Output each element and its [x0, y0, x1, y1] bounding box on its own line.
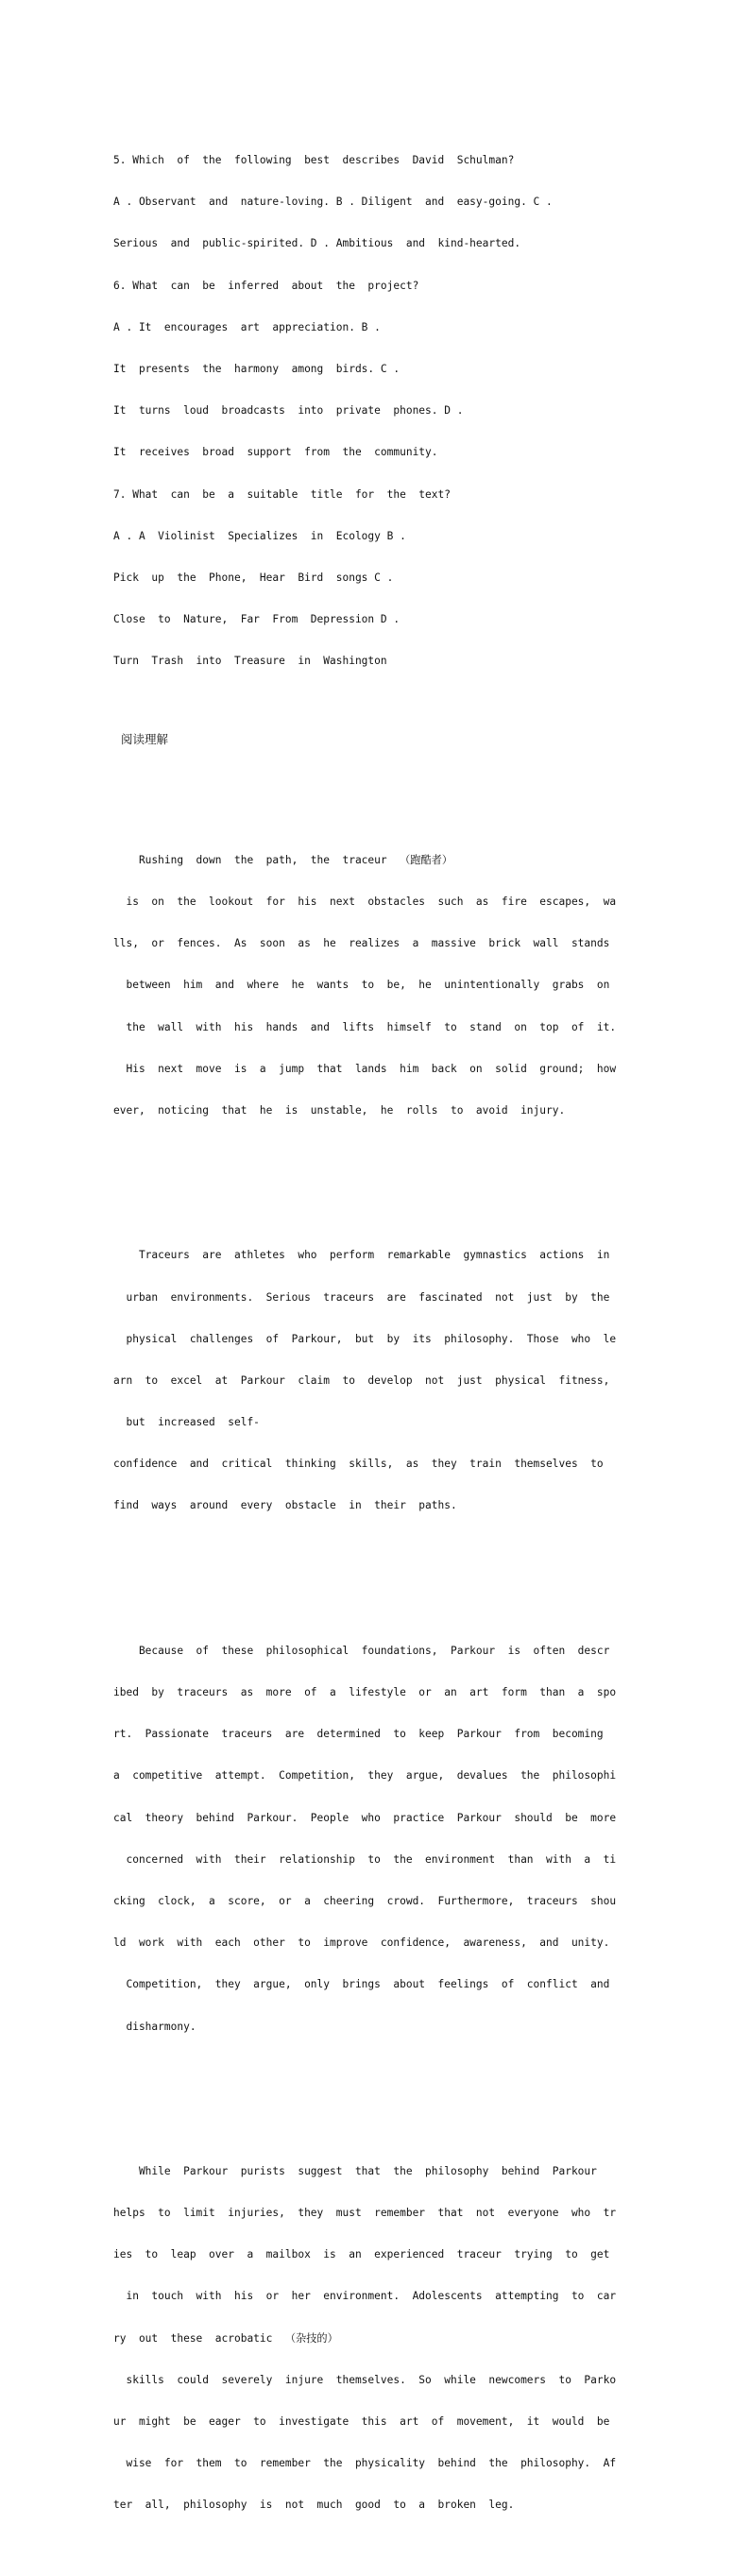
paragraph — [113, 827, 642, 1144]
paragraph-line: physical challenges of Parkour, but by its philosophy. Those who le — [113, 1332, 617, 1345]
paragraph-line: find ways around every obstacle in their paths. — [113, 1499, 457, 1512]
paragraph-line: ies to leap over a mailbox is an experienced traceur trying to get — [113, 2248, 610, 2261]
paragraph-line: His next move is a jump that lands him back on solid ground; how — [113, 1062, 617, 1075]
blank-line — [113, 2085, 642, 2102]
paragraph-line: but increased self- — [113, 1416, 260, 1429]
section-heading — [113, 731, 642, 748]
question-line: Close to Nature, Far From Depression D . — [113, 613, 401, 626]
paragraph — [113, 1618, 642, 2060]
paragraph-line: confidence and critical thinking skills, as they train themselves to — [113, 1458, 604, 1471]
paragraph-line: ter all, philosophy is not much good to a broken leg. — [113, 2499, 515, 2512]
question-line: A . A Violinist Specializes in Ecology B . — [113, 529, 406, 542]
paragraph-line: Because of these philosophical foundations, Parkour is often descr — [113, 1644, 610, 1657]
paragraph-line: wise for them to remember the physicality behind the philosophy. Af — [113, 2457, 617, 2470]
paragraph-line: the wall with his hands and lifts himself to stand on top of it. — [113, 1020, 617, 1033]
blank-line — [113, 1564, 642, 1581]
question-line: 7. What can be a suitable title for the text? — [113, 487, 451, 501]
paragraph-line: cal theory behind Parkour. People who practice Parkour should be more — [113, 1811, 617, 1824]
paragraph-line: disharmony. — [113, 2020, 196, 2033]
paragraph-line: helps to limit injuries, they must remember that not everyone who tr — [113, 2207, 617, 2220]
question-line: Serious and public-spirited. D . Ambitious and kind-hearted. — [113, 237, 521, 250]
paragraph-line: a competitive attempt. Competition, they argue, devalues the philosophi — [113, 1769, 617, 1783]
question-line: Turn Trash into Treasure in Washington — [113, 655, 387, 668]
question-block — [113, 128, 642, 694]
paragraph-line: skills could severely injure themselves. So while newcomers to Parko — [113, 2373, 617, 2386]
paragraph-line: cking clock, a score, or a cheering crowd. Furthermore, traceurs shou — [113, 1894, 617, 1907]
question-line: It turns loud broadcasts into private phones. D . — [113, 404, 464, 418]
section-heading-text: 阅读理解 — [120, 732, 168, 747]
paragraph-line: concerned with their relationship to the environment than with a ti — [113, 1852, 617, 1866]
paragraph-line: ur might be eager to investigate this art of movement, it would be — [113, 2415, 610, 2428]
paragraph-line: lls, or fences. As soon as he realizes a massive brick wall stands — [113, 937, 610, 950]
paragraph — [113, 1222, 642, 1539]
paragraph-line: Competition, they argue, only brings about feelings of conflict and — [113, 1978, 610, 1991]
paragraph-line: between him and where he wants to be, he unintentionally grabs on — [113, 979, 610, 992]
paragraph-line: ever, noticing that he is unstable, he rolls to avoid injury. — [113, 1103, 566, 1117]
paragraph-line: Rushing down the path, the traceur （跑酷者） — [113, 853, 453, 866]
paragraph-line: in touch with his or her environment. Adolescents attempting to car — [113, 2290, 617, 2303]
question-line: It presents the harmony among birds. C . — [113, 362, 401, 375]
blank-line — [113, 1169, 642, 1186]
paragraph — [113, 2139, 642, 2539]
paragraph-line: rt. Passionate traceurs are determined to keep Parkour from becoming — [113, 1728, 604, 1741]
question-line: A . It encourages art appreciation. B . — [113, 320, 381, 333]
question-line: 6. What can be inferred about the project? — [113, 279, 419, 292]
paragraph-line: ibed by traceurs as more of a lifestyle or an art form than a spo — [113, 1686, 617, 1698]
blank-line — [113, 774, 642, 791]
paragraph-line: While Parkour purists suggest that the philosophy behind Parkour — [113, 2164, 597, 2177]
paragraph-line: urban environments. Serious traceurs are fascinated not just by the — [113, 1290, 610, 1304]
question-line: It receives broad support from the community. — [113, 446, 438, 459]
question-line: 5. Which of the following best describes David Schulman? — [113, 154, 515, 166]
question-line: Pick up the Phone, Hear Bird songs C . — [113, 571, 394, 584]
paragraph-line: arn to excel at Parkour claim to develop not just physical fitness, — [113, 1373, 610, 1387]
paragraph-line: is on the lookout for his next obstacles such as fire escapes, wa — [113, 896, 617, 908]
document-body — [113, 91, 642, 2576]
paragraph-line: ld work with each other to improve confidence, awareness, and unity. — [113, 1936, 610, 1950]
question-line: A . Observant and nature-loving. B . Diligent and easy-going. C . — [113, 196, 553, 209]
paragraph-line: Traceurs are athletes who perform remarkable gymnastics actions in — [113, 1249, 610, 1262]
paragraph-line: ry out these acrobatic （杂技的） — [113, 2331, 338, 2345]
